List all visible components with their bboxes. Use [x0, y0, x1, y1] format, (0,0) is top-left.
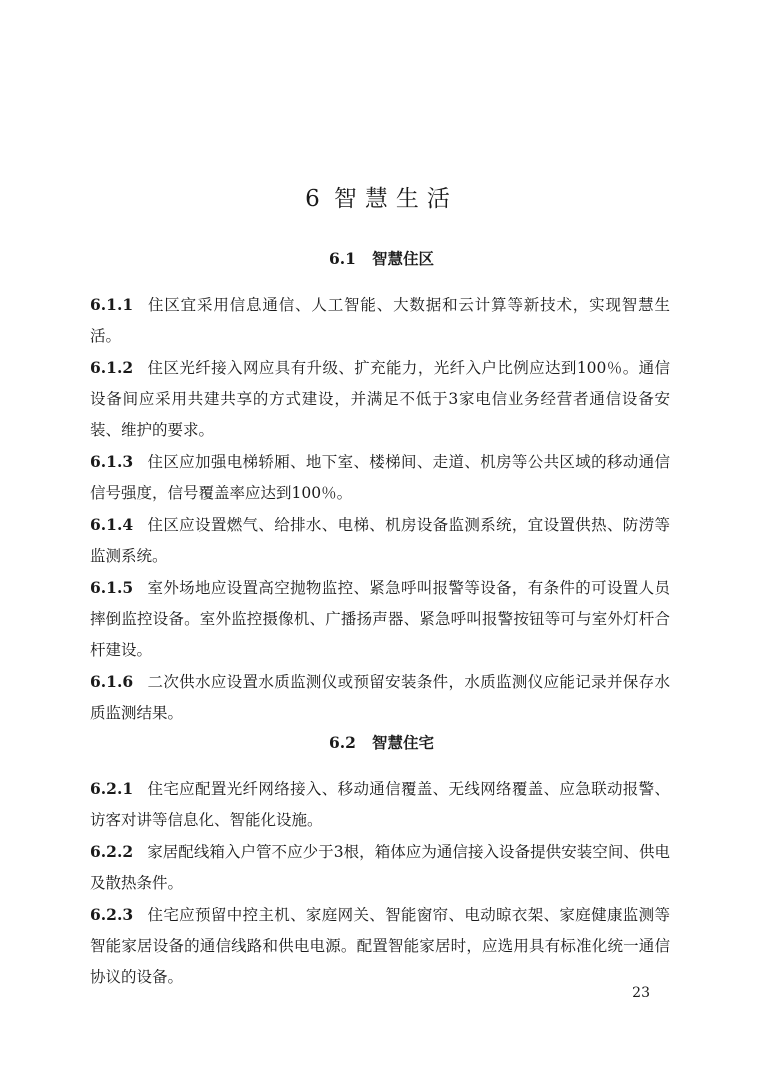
- section-title-6-2: [0, 731, 763, 753]
- clause-6-2-1: [90, 773, 670, 836]
- clause-text: 室外场地应设置高空抛物监控、紧急呼叫报警等设备，有条件的可设置人员摔倒监控设备。室外监控摄像机、广播扬声器、紧急呼叫报警按钮等可与室外灯杆合杆建设。: [90, 579, 670, 659]
- clause-6-1-2: [90, 352, 670, 446]
- clause-text: 住宅应预留中控主机、家庭网关、智能窗帘、电动晾衣架、家庭健康监测等智能家居设备的通信线路和供电电源。配置智能家居时，应选用具有标准化统一通信协议的设备。: [90, 906, 670, 986]
- section-title-text: 智慧住区: [371, 250, 434, 268]
- clause-number: 6.1.3: [90, 452, 134, 471]
- clause-text: 住区宜采用信息通信、人工智能、大数据和云计算等新技术，实现智慧生活。: [90, 296, 670, 345]
- section-6-2-clauses: [90, 773, 670, 993]
- chapter-number: 6: [305, 186, 320, 212]
- section-title-6-1: [0, 247, 763, 269]
- clause-number: 6.2.3: [90, 905, 134, 924]
- clause-text: 住区光纤接入网应具有升级、扩充能力，光纤入户比例应达到100％。通信设备间应采用共建共享的方式建设，并满足不低于3家电信业务经营者通信设备安装、维护的要求。: [90, 359, 670, 439]
- clause-number: 6.2.1: [90, 779, 134, 798]
- page-number: 23: [632, 985, 650, 1001]
- clause-number: 6.2.2: [90, 842, 134, 861]
- clause-6-1-3: [90, 446, 670, 509]
- clause-number: 6.1.1: [90, 295, 134, 314]
- clause-6-2-3: [90, 899, 670, 993]
- clause-text: 住宅应配置光纤网络接入、移动通信覆盖、无线网络覆盖、应急联动报警、访客对讲等信息化、智能化设施。: [90, 780, 670, 829]
- clause-6-1-6: [90, 666, 670, 729]
- clause-number: 6.1.5: [90, 578, 134, 597]
- clause-number: 6.1.6: [90, 672, 134, 691]
- clause-6-1-1: [90, 289, 670, 352]
- section-number: 6.1: [329, 249, 356, 268]
- clause-text: 家居配线箱入户管不应少于3根，箱体应为通信接入设备提供安装空间、供电及散热条件。: [90, 843, 670, 892]
- section-number: 6.2: [329, 733, 356, 752]
- clause-6-1-5: [90, 572, 670, 666]
- clause-6-1-4: [90, 509, 670, 572]
- chapter-title: [0, 180, 763, 213]
- clause-number: 6.1.4: [90, 515, 134, 534]
- section-title-text: 智慧住宅: [371, 734, 434, 752]
- clause-text: 二次供水应设置水质监测仪或预留安装条件，水质监测仪应能记录并保存水质监测结果。: [90, 673, 670, 722]
- section-6-1-clauses: [90, 289, 670, 729]
- clause-text: 住区应加强电梯轿厢、地下室、楼梯间、走道、机房等公共区域的移动通信信号强度，信号覆盖率应达到100％。: [90, 453, 670, 502]
- clause-6-2-2: [90, 836, 670, 899]
- chapter-title-text: 智慧生活: [333, 186, 458, 212]
- clause-text: 住区应设置燃气、给排水、电梯、机房设备监测系统，宜设置供热、防涝等监测系统。: [90, 516, 670, 565]
- clause-number: 6.1.2: [90, 358, 134, 377]
